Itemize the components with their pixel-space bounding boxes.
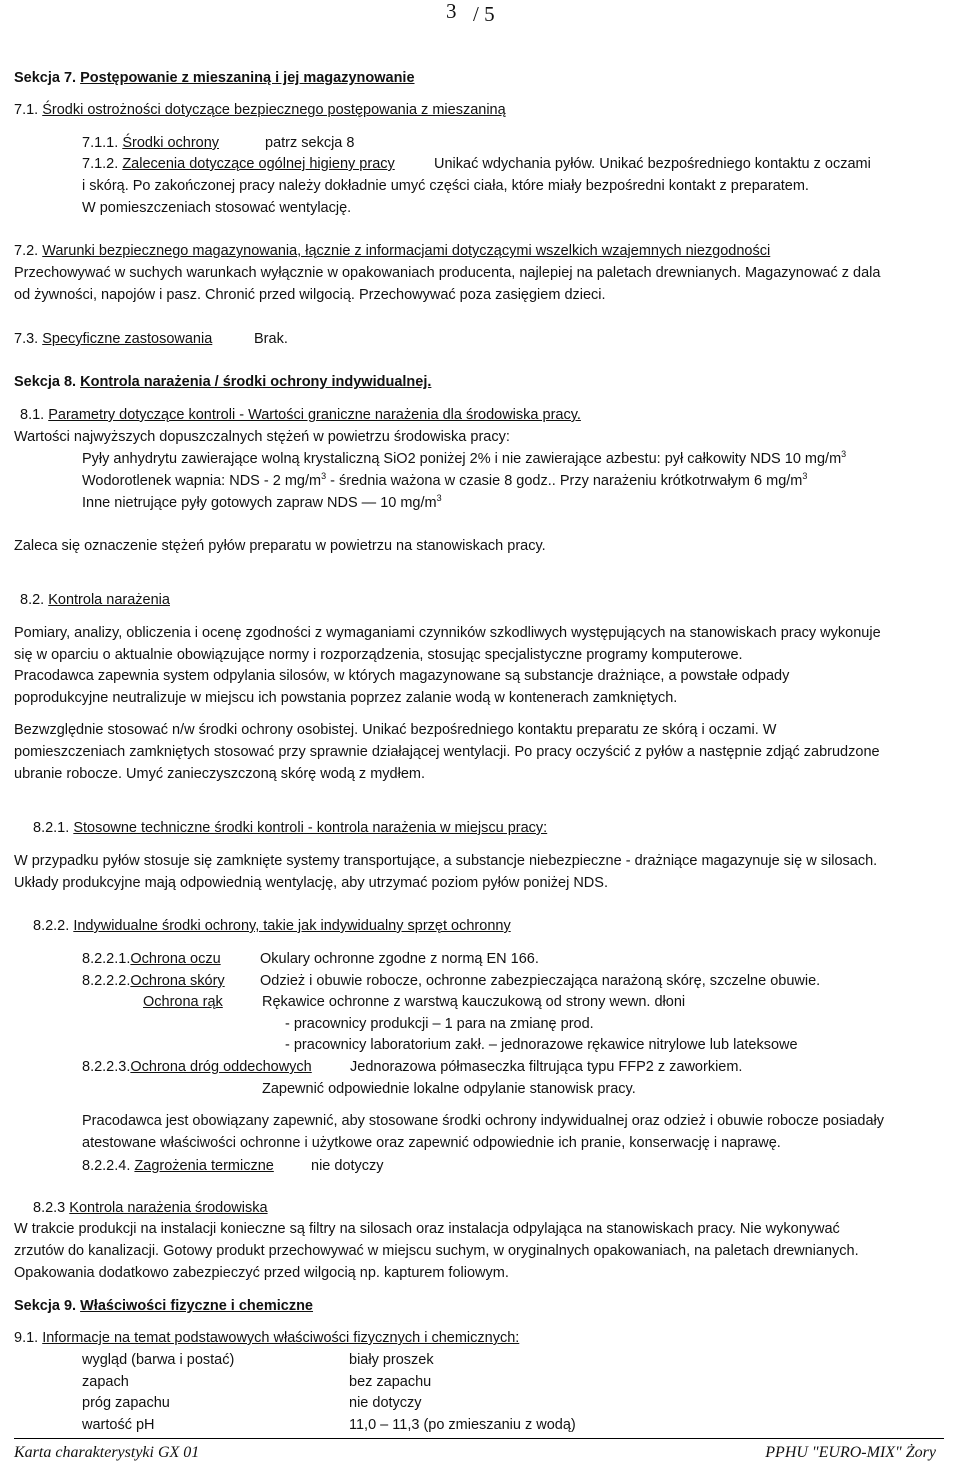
text-8-2-1-b: Układy produkcyjne mają odpowiednią wentylację, aby utrzymać poziom pyłów poniżej NDS. (14, 875, 608, 891)
heading-8-2-3 (33, 1199, 268, 1217)
text-8-2-1-a: W przypadku pyłów stosuje się zamknięte systemy transportujące, a substancje niebezpieczne - drażniące magazynuje się w silosach. (14, 853, 878, 869)
heading-7-2 (14, 242, 770, 260)
num-8-2-2-4: 8.2.2.4. (82, 1158, 131, 1174)
limit-line-3-text: Inne nietrujące pyły gotowych zapraw NDS — 10 mg/m (82, 495, 437, 511)
text-8-2-3-b: zrzutów do kanalizacji. Gotowy produkt przechowywać w miejscu suchym, w oryginalnych opakowaniach, na paletach drewnianych. (14, 1243, 859, 1259)
title-8-2-2-3: Ochrona dróg oddechowych (130, 1059, 312, 1075)
heading-7-1 (14, 101, 506, 119)
prop-label-1: zapach (82, 1374, 129, 1390)
value-8-2-2-3-b: Zapewnić odpowiednie lokalne odpylanie stanowisk pracy. (262, 1081, 636, 1097)
hands-value: Rękawice ochronne z warstwą kauczukową od strony wewn. dłoni (262, 994, 686, 1010)
section-9-heading (14, 1297, 313, 1315)
value-7-1-1: patrz sekcja 8 (265, 135, 355, 151)
page-total (473, 2, 495, 26)
num-8-1: 8.1. (20, 407, 45, 423)
title-9-1: Informacje na temat podstawowych właściwości fizycznych i chemicznych: (42, 1330, 520, 1346)
prop-label-0: wygląd (barwa i postać) (82, 1352, 235, 1368)
text-8-2-2-b: atestowane właściwości ochronne i użytkowe oraz zapewnić odpowiednie ich pranie, konserwację i naprawę. (82, 1135, 781, 1151)
prop-value-1: bez zapachu (349, 1374, 432, 1390)
limit-line-2-b: - średnia ważona w czasie 8 godz.. Przy narażeniu krótkotrwałym 6 mg/m (326, 473, 803, 489)
value-8-2-2-2: Odzież i obuwie robocze, ochronne zabezpieczająca narażoną skórę, szczelne obuwie. (260, 973, 821, 989)
page-total-text: / 5 (473, 2, 495, 26)
value-8-2-2-1: Okulary ochronne zgodne z normą EN 166. (260, 951, 539, 967)
text-7-1-2-c: W pomieszczeniach stosować wentylację. (82, 200, 352, 216)
num-7-1-1: 7.1.1. (82, 135, 119, 151)
heading-8-2-1 (33, 819, 547, 837)
heading-8-2-2-1 (82, 950, 221, 968)
title-8-2-1: Stosowne techniczne środki kontroli - kontrola narażenia w miejscu pracy: (73, 820, 548, 836)
value-8-2-2-4: nie dotyczy (311, 1158, 384, 1174)
heading-8-2-2-2 (82, 972, 225, 990)
section-9-prefix: Sekcja 9. (14, 1298, 77, 1314)
sup-1: 3 (841, 449, 847, 459)
num-8-2-2: 8.2.2. (33, 918, 70, 934)
text-8-2-3-c: Opakowania dodatkowo zabezpieczyć przed wilgocią np. kapturem foliowym. (14, 1265, 509, 1281)
num-8-2-2-1: 8.2.2.1. (82, 951, 131, 967)
prop-label-3: wartość pH (82, 1417, 155, 1433)
hands-heading: Ochrona rąk (143, 994, 223, 1010)
text-8-2-b2: pomieszczeniach zamkniętych stosować przy sprawnie działającej wentylacji. Po pracy oczyścić z pyłów a następnie zdjąć zabrudzone (14, 744, 880, 760)
num-8-2-3: 8.2.3 (33, 1200, 66, 1216)
prop-label-2: próg zapachu (82, 1395, 170, 1411)
text-7-1-2-a: Unikać wdychania pyłów. Unikać bezpośredniego kontaktu z oczami (434, 156, 871, 172)
limit-line-2-a: Wodorotlenek wapnia: NDS - 2 mg/m (82, 473, 322, 489)
text-8-2-a3: Pracodawca zapewnia system odpylania silosów, w których magazynowane są substancje drażniące, a powstałe odpady (14, 668, 790, 684)
section-8-heading (14, 373, 431, 391)
text-7-2-b: od żywności, napojów i pasz. Chronić przed wilgocią. Przechowywać poza zasięgiem dzieci. (14, 287, 606, 303)
text-8-1-rec: Zaleca się oznaczenie stężeń pyłów preparatu w powietrzu na stanowiskach pracy. (14, 538, 546, 554)
prop-value-3: 11,0 – 11,3 (po zmieszaniu z wodą) (349, 1417, 576, 1433)
heading-9-1 (14, 1329, 519, 1347)
footer-divider (14, 1438, 944, 1439)
section-7-prefix: Sekcja 7. (14, 70, 77, 86)
title-7-3: Specyficzne zastosowania (42, 331, 213, 347)
title-7-2: Warunki bezpiecznego magazynowania, łącznie z informacjami dotyczącymi wszelkich wzajemnych niezgodności (42, 243, 771, 259)
text-8-2-a4: poprodukcyjne neutralizuje w miejscu ich powstania poprzez zalanie wodą w kontenerach zamkniętych. (14, 690, 678, 706)
heading-8-2 (20, 591, 170, 609)
num-8-2-2-2: 8.2.2.2. (82, 973, 131, 989)
title-7-1-1: Środki ochrony (122, 135, 220, 151)
value-7-3: Brak. (254, 331, 288, 347)
title-8-1: Parametry dotyczące kontroli - Wartości graniczne narażenia dla środowiska pracy. (48, 407, 581, 423)
heading-7-1-1 (82, 134, 219, 152)
limit-line-1-text: Pyły anhydrytu zawierające wolną krystaliczną SiO2 poniżej 2% i nie zawierające azbestu: pył całkowity NDS 10 mg/m (82, 451, 842, 467)
heading-7-1-2 (82, 155, 395, 173)
heading-7-3 (14, 330, 212, 348)
hands-line-2: - pracownicy laboratorium zakł. – jednorazowe rękawice nitrylowe lub lateksowe (285, 1037, 798, 1053)
prop-value-2: nie dotyczy (349, 1395, 422, 1411)
limit-line-1 (82, 450, 846, 468)
section-9-title: Właściwości fizyczne i chemiczne (80, 1298, 314, 1314)
text-7-1-2-b: i skórą. Po zakończonej pracy należy dokładnie umyć części ciała, które miały bezpośredni kontakt z preparatem. (82, 178, 809, 194)
num-7-2: 7.2. (14, 243, 39, 259)
num-8-2-2-3: 8.2.2.3. (82, 1059, 131, 1075)
footer-left: Karta charakterystyki GX 01 (14, 1444, 200, 1461)
num-7-3: 7.3. (14, 331, 39, 347)
title-8-2-2-1: Ochrona oczu (130, 951, 221, 967)
prop-value-0: biały proszek (349, 1352, 434, 1368)
title-8-2-2-2: Ochrona skóry (130, 973, 225, 989)
title-8-2-3: Kontrola narażenia środowiska (69, 1200, 268, 1216)
section-7-heading (14, 69, 415, 87)
page-current: 3 (446, 0, 457, 23)
footer-right: PPHU "EURO-MIX" Żory (765, 1444, 936, 1461)
sup-3: 3 (802, 471, 808, 481)
title-7-1: Środki ostrożności dotyczące bezpiecznego postępowania z mieszaniną (42, 102, 506, 118)
section-7-title: Postępowanie z mieszaniną i jej magazynowanie (80, 70, 415, 86)
text-8-2-b1: Bezwzględnie stosować n/w środki ochrony osobistej. Unikać bezpośredniego kontaktu preparatu ze skórą i oczami. W (14, 722, 777, 738)
heading-8-2-2-4 (82, 1157, 274, 1175)
limit-line-3 (82, 494, 442, 512)
heading-8-2-2-3 (82, 1058, 312, 1076)
limit-line-2 (82, 472, 807, 490)
num-7-1: 7.1. (14, 102, 39, 118)
num-9-1: 9.1. (14, 1330, 39, 1346)
num-8-2: 8.2. (20, 592, 45, 608)
sup-4: 3 (436, 493, 442, 503)
text-8-2-2-a: Pracodawca jest obowiązany zapewnić, aby stosowane środki ochrony indywidualnej oraz odzież i obuwie robocze posiadały (82, 1113, 884, 1129)
page-number (446, 0, 457, 23)
text-8-2-a2: się w oparciu o aktualnie obowiązujące normy i rozporządzenia, stosując specjalistyczne programy komputerowe. (14, 647, 743, 663)
text-8-1-intro: Wartości najwyższych dopuszczalnych stężeń w powietrzu środowiska pracy: (14, 429, 510, 445)
title-8-2: Kontrola narażenia (48, 592, 170, 608)
heading-8-1 (20, 406, 581, 424)
num-8-2-1: 8.2.1. (33, 820, 70, 836)
text-8-2-3-a: W trakcie produkcji na instalacji konieczne są filtry na silosach oraz instalacja odpylająca na stanowiskach pracy. Nie wykonywać (14, 1221, 840, 1237)
text-7-2-a: Przechowywać w suchych warunkach wyłącznie w opakowaniach producenta, najlepiej na paletach drewnianych. Magazynować z dala (14, 265, 881, 281)
section-8-title: Kontrola narażenia / środki ochrony indywidualnej. (80, 374, 432, 390)
section-8-prefix: Sekcja 8. (14, 374, 77, 390)
sup-2: 3 (321, 471, 327, 481)
hands-line-1: - pracownicy produkcji – 1 para na zmianę prod. (285, 1016, 594, 1032)
title-8-2-2: Indywidualne środki ochrony, takie jak indywidualny sprzęt ochronny (73, 918, 511, 934)
num-7-1-2: 7.1.2. (82, 156, 119, 172)
text-8-2-b3: ubranie robocze. Umyć zanieczyszczoną skórę wodą z mydłem. (14, 766, 425, 782)
title-8-2-2-4: Zagrożenia termiczne (134, 1158, 274, 1174)
title-7-1-2: Zalecenia dotyczące ogólnej higieny pracy (122, 156, 395, 172)
text-8-2-a1: Pomiary, analizy, obliczenia i ocenę zgodności z wymaganiami czynników szkodliwych występujących na stanowiskach pracy wykonuje (14, 625, 881, 641)
heading-8-2-2 (33, 917, 511, 935)
value-8-2-2-3: Jednorazowa półmaseczka filtrująca typu FFP2 z zaworkiem. (350, 1059, 743, 1075)
